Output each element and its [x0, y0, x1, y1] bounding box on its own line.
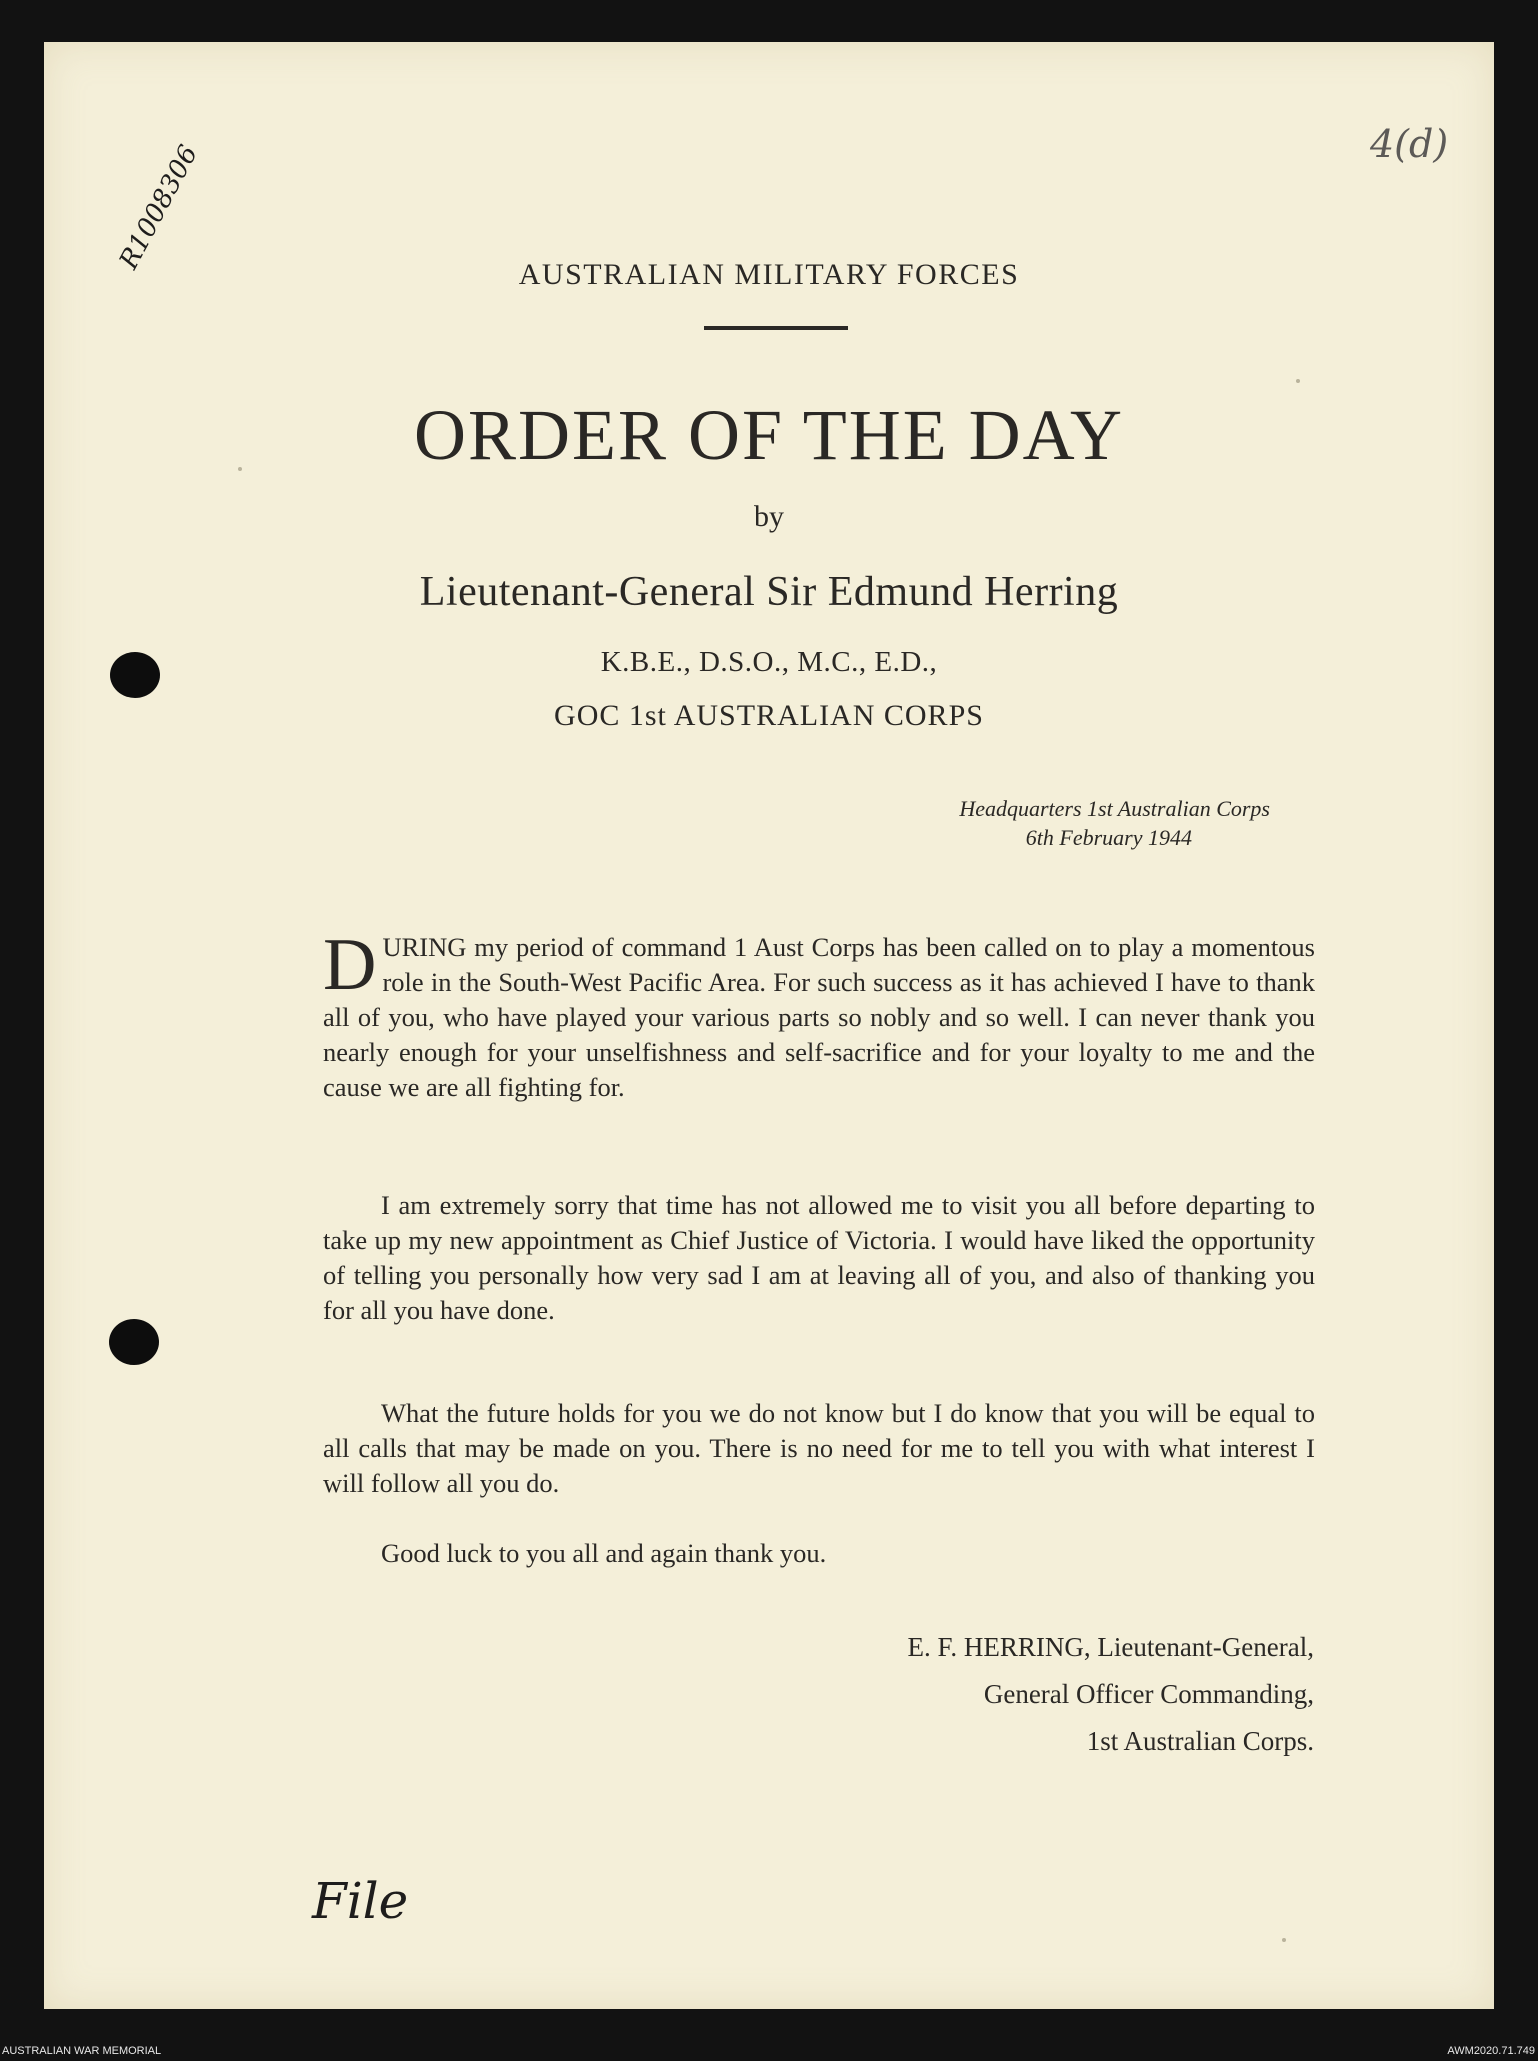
paragraph-1-text: URING my period of command 1 Aust Corps has been called on to play a momentous role in the South-West Pacific Area. For such success as it has achieved I have to thank all of you, who have played your various parts so nobly and so well. I can never thank you nearly enough for your unselfishness and self-sacrifice and for your loyalty to me and the cause we are all fighting for. [323, 932, 1315, 1102]
handwritten-initials: File [312, 1872, 409, 1930]
page-title: ORDER OF THE DAY [413, 395, 1125, 475]
paper-speck [1296, 379, 1300, 383]
accession-number: AWM2020.71.749 [1447, 2045, 1535, 2057]
date-line: 6th February 1944 [1025, 825, 1192, 850]
signature-unit: 1st Australian Corps. [1086, 1726, 1314, 1756]
signature-title: General Officer Commanding, [983, 1679, 1314, 1709]
organisation-heading: AUSTRALIAN MILITARY FORCES [518, 258, 1020, 291]
caption-bar [0, 2043, 1538, 2061]
document-page [44, 42, 1494, 2009]
heading-rule [704, 326, 848, 330]
author-name: Lieutenant-General Sir Edmund Herring [419, 569, 1119, 615]
paragraph-2: I am extremely sorry that time has not allowed me to visit you all before departing to take up my new appointment as Chief Justice of Victoria. I would have liked the opportunity of telling you personally how very sad I am at leaving all of you, and also of thanking you for all you have done. [323, 1190, 1315, 1325]
handwritten-reference: R1008306 [114, 140, 205, 275]
paragraph-1 [323, 924, 1315, 1105]
paper-speck [1282, 1938, 1286, 1942]
paragraph-3: What the future holds for you we do not know but I do know that you will be equal to all calls that may be made on you. There is no need for me to tell you with what interest I will follow all you do. [323, 1398, 1315, 1498]
by-line: by [754, 500, 784, 533]
paragraph-4: Good luck to you all and again thank you. [381, 1538, 827, 1568]
place-date-block [864, 794, 1270, 852]
author-honours: K.B.E., D.S.O., M.C., E.D., [600, 646, 938, 678]
drop-cap: D [323, 924, 377, 1006]
signature-name: E. F. HERRING, Lieutenant-General, [907, 1632, 1314, 1662]
handwritten-page-mark: 4(d) [1370, 122, 1449, 166]
archive-caption: AUSTRALIAN WAR MEMORIAL [2, 2045, 162, 2057]
author-command: GOC 1st AUSTRALIAN CORPS [554, 699, 984, 732]
punch-hole-bottom [109, 1319, 159, 1365]
place-line: Headquarters 1st Australian Corps [959, 796, 1270, 821]
